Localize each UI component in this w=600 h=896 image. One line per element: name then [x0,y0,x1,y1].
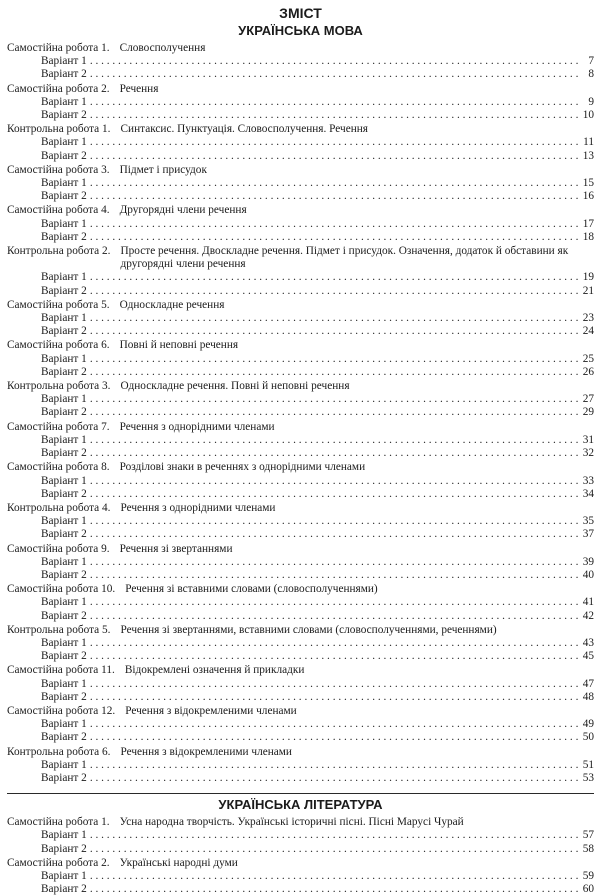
toc-variant-row[interactable] [7,325,594,338]
toc-variant-row[interactable] [7,231,594,244]
dot-leader [90,96,578,109]
page-number: 50 [582,731,594,744]
dot-leader [90,569,578,582]
dot-leader [90,366,578,379]
toc-variant-row[interactable] [7,556,594,569]
variant-label: Варіант 1 [41,177,87,190]
variant-label: Варіант 2 [41,487,87,500]
entry-heading [7,204,594,217]
entry-label: Контрольна робота 2. [7,245,111,258]
toc-entry [7,83,594,123]
page-number: 59 [582,869,594,882]
page-number: 18 [582,230,594,243]
dot-leader [90,650,578,663]
dot-leader [90,488,578,501]
toc-variant-row[interactable] [7,883,594,896]
variant-label: Варіант 2 [41,650,87,663]
entry-heading [7,543,594,556]
variant-label: Варіант 1 [41,869,87,882]
entry-heading [7,746,594,759]
toc-entry [7,339,594,379]
variant-label: Варіант 1 [41,217,87,230]
toc-variant-row[interactable] [7,829,594,842]
toc-entry [7,421,594,461]
toc-variant-row[interactable] [7,109,594,122]
page-number: 31 [582,433,594,446]
page-number: 8 [588,68,594,81]
toc-variant-row[interactable] [7,285,594,298]
entry-title: Синтаксис. Пунктуація. Словосполучення. Речення [120,123,368,136]
entry-title: Односкладне речення. Повні й неповні речення [120,380,350,393]
entry-title: Підмет і присудок [119,163,207,176]
section-title: УКРАЇНСЬКА МОВА [238,23,363,38]
variant-label: Варіант 1 [41,596,87,609]
toc-variant-row[interactable] [7,177,594,190]
page-number: 33 [582,474,594,487]
entry-title: Речення з відокремленими членами [125,704,297,717]
variant-label: Варіант 2 [41,883,87,896]
page-number: 16 [582,190,594,203]
entry-title: Українські народні думи [119,856,238,869]
dot-leader [90,353,578,366]
entry-title: Просте речення. Двоскладне речення. Підмет і присудок. Означення, додаток й обставини як другорядні члени речення [120,245,569,271]
page-number: 51 [582,758,594,771]
entry-heading [7,123,594,136]
dot-leader [90,678,578,691]
page-number: 17 [582,217,594,230]
toc-entry [7,816,594,856]
variant-label: Варіант 1 [41,393,87,406]
toc-variant-row[interactable] [7,190,594,203]
toc-entry [7,664,594,704]
entry-heading [7,857,594,870]
dot-leader [90,393,578,406]
page-number: 26 [582,365,594,378]
entry-label: Самостійна робота 5. [7,298,110,311]
toc-entry [7,543,594,583]
toc-variant-row[interactable] [7,528,594,541]
variant-label: Варіант 2 [41,230,87,243]
entry-label: Самостійна робота 2. [7,82,110,95]
toc-entry [7,164,594,204]
toc-entry [7,380,594,420]
variant-label: Варіант 1 [41,636,87,649]
toc-entry [7,245,594,298]
variant-label: Варіант 2 [41,365,87,378]
entry-title: Словосполучення [119,42,206,54]
page-number: 45 [582,650,594,663]
page-number: 58 [582,842,594,855]
variant-label: Варіант 2 [41,190,87,203]
entry-heading [7,421,594,434]
page-number: 37 [582,528,594,541]
section-title: УКРАЇНСЬКА ЛІТЕРАТУРА [218,797,383,813]
dot-leader [90,772,578,785]
variant-label: Варіант 1 [41,271,87,284]
page-number: 32 [582,447,594,460]
variant-label: Варіант 2 [41,406,87,419]
page-number: 29 [582,406,594,419]
variant-label: Варіант 1 [41,829,87,842]
toc-variant-row[interactable] [7,772,594,785]
variant-label: Варіант 2 [41,568,87,581]
entry-heading [7,380,594,393]
page-number: 39 [582,555,594,568]
entry-heading [7,164,594,177]
entry-label: Самостійна робота 4. [7,204,110,217]
toc-variant-row[interactable] [7,759,594,772]
page-number: 34 [582,487,594,500]
toc-variant-row[interactable] [7,475,594,488]
dot-leader [90,218,578,231]
dot-leader [90,68,578,81]
page-number: 7 [588,55,594,68]
toc-entry [7,204,594,244]
variant-label: Варіант 2 [41,731,87,744]
dot-leader [90,870,578,883]
entry-title: Другорядні члени речення [119,204,247,217]
variant-label: Варіант 1 [41,136,87,149]
variant-label: Варіант 2 [41,68,87,81]
entry-title: Речення [119,82,159,95]
dot-leader [90,515,578,528]
toc-entry [7,299,594,339]
toc-variant-row[interactable] [7,843,594,856]
variant-label: Варіант 1 [41,95,87,108]
variant-label: Варіант 2 [41,528,87,541]
entry-title: Розділові знаки в реченнях з однорідними членами [119,461,366,474]
dot-leader [90,109,578,122]
page-number: 57 [582,829,594,842]
toc-entry [7,624,594,664]
toc-entry [7,502,594,542]
variant-label: Варіант 1 [41,515,87,528]
entry-title: Усна народна творчість. Українські історичні пісні. Пісні Марусі Чурай [119,816,464,829]
page-number: 23 [582,312,594,325]
entry-label: Контрольна робота 3. [7,380,111,393]
toc-variant-row[interactable] [7,610,594,623]
entry-heading [7,245,594,271]
toc-variant-row[interactable] [7,150,594,163]
dot-leader [90,731,578,744]
entry-title: Відокремлені означення й прикладки [124,664,305,677]
dot-leader [90,718,578,731]
toc-variant-row[interactable] [7,271,594,284]
page-number: 9 [588,95,594,108]
page-number: 13 [582,149,594,162]
entry-title: Речення з відокремленими членами [120,745,292,758]
toc-variant-row[interactable] [7,596,594,609]
entry-heading [7,624,594,637]
variant-label: Варіант 1 [41,433,87,446]
table-of-contents [7,22,594,896]
dot-leader [90,325,578,338]
toc-variant-row[interactable] [7,55,594,68]
dot-leader [90,610,578,623]
variant-label: Варіант 2 [41,447,87,460]
toc-variant-row[interactable] [7,691,594,704]
entry-heading [7,42,594,55]
entry-label: Контрольна робота 5. [7,623,111,636]
toc-entry [7,461,594,501]
variant-label: Варіант 2 [41,842,87,855]
toc-variant-row[interactable] [7,434,594,447]
entry-title: Односкладне речення [119,298,225,311]
dot-leader [90,691,578,704]
toc-variant-row[interactable] [7,731,594,744]
dot-leader [90,55,578,68]
toc-variant-row[interactable] [7,406,594,419]
dot-leader [90,136,578,149]
toc-variant-row[interactable] [7,870,594,883]
dot-leader [90,883,578,896]
variant-label: Варіант 1 [41,474,87,487]
variant-label: Варіант 2 [41,149,87,162]
entry-heading [7,83,594,96]
page-number: 25 [582,352,594,365]
page-title: ЗМІСТ [279,5,322,21]
page-number: 53 [582,771,594,784]
variant-label: Варіант 2 [41,109,87,122]
dot-leader [90,190,578,203]
toc-variant-row[interactable] [7,637,594,650]
toc-variant-row[interactable] [7,136,594,149]
toc-variant-row[interactable] [7,96,594,109]
page-number: 19 [582,271,594,284]
toc-variant-row[interactable] [7,718,594,731]
entry-label: Самостійна робота 7. [7,420,110,433]
dot-leader [90,596,578,609]
variant-label: Варіант 1 [41,352,87,365]
entry-heading [7,583,594,596]
toc-variant-row[interactable] [7,515,594,528]
entry-heading [7,299,594,312]
entry-label: Самостійна робота 1. [7,816,110,829]
entry-label: Контрольна робота 1. [7,123,111,136]
page-number: 40 [582,568,594,581]
variant-label: Варіант 1 [41,677,87,690]
entry-heading [7,816,594,829]
dot-leader [90,285,578,298]
dot-leader [90,475,578,488]
page-number: 21 [582,284,594,297]
toc-section [7,22,594,785]
toc-entry [7,705,594,745]
variant-label: Варіант 2 [41,690,87,703]
page-number: 49 [582,718,594,731]
variant-label: Варіант 2 [41,325,87,338]
page-number: 41 [582,596,594,609]
dot-leader [90,637,578,650]
dot-leader [90,843,578,856]
entry-label: Самостійна робота 1. [7,42,110,54]
toc-variant-row[interactable] [7,68,594,81]
variant-label: Варіант 2 [41,771,87,784]
page-number: 35 [582,515,594,528]
entry-heading [7,664,594,677]
toc-section [7,793,594,896]
variant-label: Варіант 1 [41,555,87,568]
entry-heading [7,461,594,474]
page-number: 10 [582,109,594,122]
variant-label: Варіант 1 [41,55,87,68]
dot-leader [90,556,578,569]
toc-variant-row[interactable] [7,569,594,582]
toc-variant-row[interactable] [7,218,594,231]
entry-label: Самостійна робота 10. [7,583,116,596]
variant-label: Варіант 2 [41,609,87,622]
entry-title: Речення зі звертаннями, вставними словами (словосполученнями, реченнями) [120,623,497,636]
variant-label: Варіант 1 [41,718,87,731]
dot-leader [90,312,578,325]
entry-title: Повні й неповні речення [119,339,239,352]
toc-entry [7,123,594,163]
entry-title: Речення з однорідними членами [120,501,276,514]
entry-label: Самостійна робота 3. [7,163,110,176]
entry-label: Самостійна робота 6. [7,339,110,352]
toc-variant-row[interactable] [7,366,594,379]
page-number: 11 [583,136,594,149]
dot-leader [90,406,578,419]
toc-entry [7,583,594,623]
toc-variant-row[interactable] [7,488,594,501]
entry-title: Речення зі вставними словами (словосполученнями) [125,583,378,596]
toc-entry [7,857,594,896]
toc-variant-row[interactable] [7,447,594,460]
entry-title: Речення з однорідними членами [119,420,275,433]
dot-leader [90,759,578,772]
page-number: 15 [582,177,594,190]
toc-entry [7,42,594,82]
dot-leader [90,528,578,541]
entry-heading [7,339,594,352]
toc-variant-row[interactable] [7,393,594,406]
entry-label: Самостійна робота 12. [7,704,116,717]
dot-leader [90,434,578,447]
toc-variant-row[interactable] [7,650,594,663]
entry-label: Самостійна робота 2. [7,856,110,869]
toc-entry [7,746,594,786]
page-number: 60 [582,883,594,896]
variant-label: Варіант 1 [41,758,87,771]
entry-label: Самостійна робота 8. [7,461,110,474]
variant-label: Варіант 2 [41,284,87,297]
toc-variant-row[interactable] [7,678,594,691]
page-number: 43 [582,636,594,649]
variant-label: Варіант 1 [41,312,87,325]
dot-leader [90,829,578,842]
page-number: 42 [582,609,594,622]
entry-label: Контрольна робота 6. [7,745,111,758]
dot-leader [90,231,578,244]
entry-title: Речення зі звертаннями [119,542,233,555]
entry-label: Самостійна робота 9. [7,542,110,555]
dot-leader [90,447,578,460]
toc-variant-row[interactable] [7,353,594,366]
dot-leader [90,271,578,284]
page-number: 24 [582,325,594,338]
page-number: 48 [582,690,594,703]
dot-leader [90,177,578,190]
page-number: 47 [582,677,594,690]
entry-heading [7,705,594,718]
dot-leader [90,150,578,163]
entry-heading [7,502,594,515]
entry-label: Контрольна робота 4. [7,501,111,514]
entry-label: Самостійна робота 11. [7,664,115,677]
toc-variant-row[interactable] [7,312,594,325]
page-number: 27 [582,393,594,406]
